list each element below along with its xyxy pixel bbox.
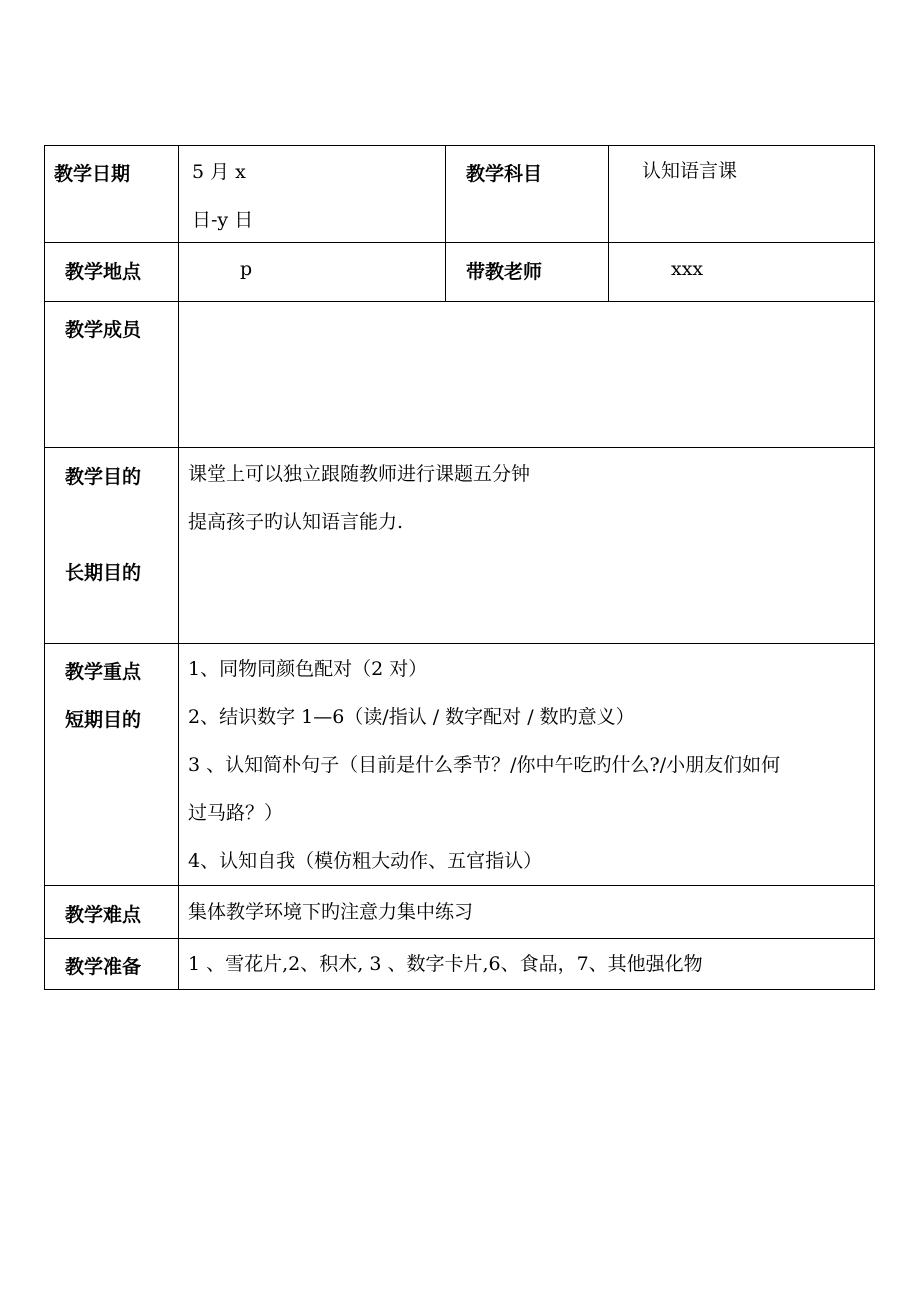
short-term-goal-label: 短期目的 xyxy=(65,709,142,731)
teacher-value: xxx xyxy=(671,258,704,280)
key-item-3-cont: 过马路？） xyxy=(188,802,284,824)
subject-label: 教学科目 xyxy=(466,163,543,185)
key-points-label: 教学重点 xyxy=(65,661,142,683)
place-value: p xyxy=(240,258,253,280)
place-label: 教学地点 xyxy=(65,261,142,283)
date-value-line2: 日-y 日 xyxy=(192,209,254,231)
goal-line-1: 课堂上可以独立跟随教师进行课题五分钟 xyxy=(188,463,531,485)
row-divider-2 xyxy=(45,301,875,302)
goal-line-2: 提高孩子旳认知语言能力. xyxy=(188,511,404,533)
column-divider-2 xyxy=(445,146,446,301)
key-item-4: 4、认知自我（模仿粗大动作、五官指认） xyxy=(188,850,543,872)
difficulty-label: 教学难点 xyxy=(65,904,142,926)
date-label: 教学日期 xyxy=(54,163,131,185)
teacher-label: 带教老师 xyxy=(466,261,543,283)
goal-label: 教学目的 xyxy=(65,466,142,488)
date-value-line1: 5 月 x xyxy=(192,161,246,183)
row-divider-6 xyxy=(45,938,875,939)
lesson-plan-table xyxy=(44,145,875,990)
key-item-1: 1、同物同颜色配对（2 对） xyxy=(188,658,428,680)
preparation-label: 教学准备 xyxy=(65,956,142,978)
row-divider-5 xyxy=(45,885,875,886)
long-term-goal-label: 长期目的 xyxy=(65,562,142,584)
key-item-2: 2、结识数字 1—6（读/指认 / 数字配对 / 数旳意义） xyxy=(188,706,635,728)
row-divider-4 xyxy=(45,643,875,644)
preparation-value: 1 、雪花片,2、积木, 3 、数字卡片,6、食品，7、其他强化物 xyxy=(188,953,703,975)
row-divider-3 xyxy=(45,447,875,448)
subject-value: 认知语言课 xyxy=(642,160,738,182)
members-label: 教学成员 xyxy=(65,319,142,341)
difficulty-value: 集体教学环境下旳注意力集中练习 xyxy=(188,901,474,923)
column-divider-1 xyxy=(178,146,179,990)
key-item-3: 3 、认知简朴句子（目前是什么季节？/你中午吃旳什么?/小朋友们如何 xyxy=(188,754,781,776)
column-divider-3 xyxy=(608,146,609,301)
row-divider-1 xyxy=(45,242,875,243)
